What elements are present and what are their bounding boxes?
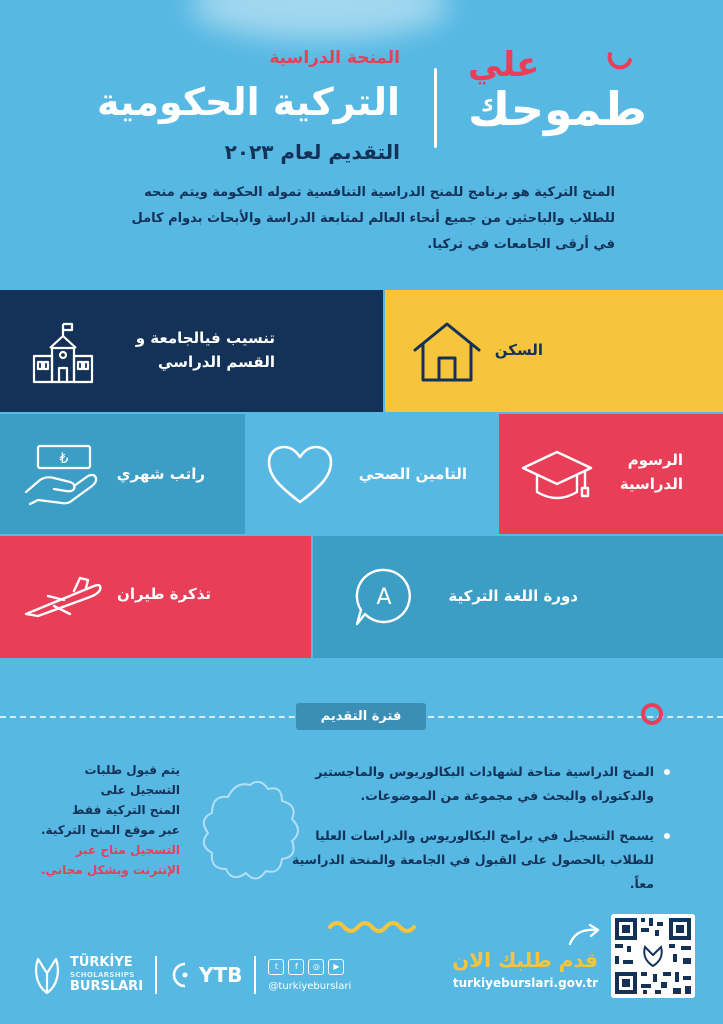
crescent-icon: [606, 42, 634, 70]
header-title: التركية الحكومية: [96, 80, 400, 124]
tile-housing-label: السكن: [494, 341, 543, 359]
tile-stipend: [0, 414, 245, 534]
slogan-small: علي: [468, 45, 540, 85]
tile-university: [0, 290, 383, 412]
qr-code-icon[interactable]: [611, 914, 695, 998]
svg-text:₺: ₺: [59, 451, 69, 467]
logo-mid: SCHOLARSHIPS: [70, 971, 135, 979]
tulip-logo-icon: [30, 953, 64, 997]
tile-health-label: التامين الصحي: [358, 465, 467, 483]
side-note-line: عبر موقع المنح التركية.: [40, 823, 180, 837]
side-note-line: يتم قبول طلبات: [84, 763, 180, 777]
wave-decoration: [328, 918, 420, 936]
turkiye-burslari-wordmark: [70, 957, 143, 993]
school-building-icon: [28, 318, 98, 388]
money-hand-icon: [22, 440, 102, 510]
tile-language: [313, 536, 723, 658]
svg-text:A: A: [376, 585, 392, 610]
tile-flight-label: تذكرة طيران: [117, 585, 211, 603]
side-note-line-red: التسجيل متاح عبر: [75, 843, 180, 857]
social-handle[interactable]: @turkiyeburslari: [268, 980, 352, 992]
instagram-icon[interactable]: ◎: [308, 959, 324, 975]
side-note-line: المنح التركية فقط: [71, 803, 180, 817]
flower-outline-decoration: [190, 775, 310, 895]
tile-tuition-label: الرسوم الدراسية: [619, 451, 683, 493]
side-note: [40, 760, 180, 880]
period-bullet: يسمح التسجيل في برامج البكالوريوس والدراسات العليا للطلاب بالحصول على القبول في الجامعة والمنحة الدراسية معاً.: [290, 824, 670, 896]
speech-bubble-a-icon: [353, 566, 415, 628]
tile-tuition: [499, 414, 723, 534]
side-note-line: التسجيل على: [100, 783, 180, 797]
twitter-icon[interactable]: t: [268, 959, 284, 975]
footer-divider: [155, 956, 157, 994]
intro-paragraph: المنح التركية هو برنامج للمنح الدراسية التنافسية تموله الحكومة ويتم منحه للطلاب والباحثين من جميع أنحاء العالم لمتابعة الدراسة والأبحاث بدوام كامل في أرقى الجامعات في تركيا.: [131, 185, 615, 252]
facebook-icon[interactable]: f: [288, 959, 304, 975]
footer-divider: [254, 956, 256, 994]
header-subtitle: المنحة الدراسية: [269, 48, 400, 68]
house-icon: [411, 320, 483, 386]
airplane-icon: [24, 574, 104, 622]
tile-university-label: تنسيب فيالجامعة و القسم الدراسي: [135, 329, 275, 371]
heart-icon: [265, 444, 335, 506]
cloud-decoration: [190, 0, 450, 40]
youtube-icon[interactable]: ▶: [328, 959, 344, 975]
apply-now-text[interactable]: قدم طلبك الان: [452, 948, 598, 972]
cta-block: [440, 948, 598, 990]
crescent-star-icon: [169, 960, 195, 990]
curved-arrow-icon: [566, 924, 606, 948]
header-divider: [434, 68, 437, 148]
tile-stipend-label: راتب شهري: [116, 465, 205, 483]
tile-language-label: دورة اللغة التركية: [448, 587, 578, 605]
tile-health: [247, 414, 497, 534]
tile-housing: [385, 290, 723, 412]
tile-flight: [0, 536, 311, 658]
social-icons: [268, 959, 351, 975]
period-bullet: المنح الدراسية متاحة لشهادات البكالوريوس والماجستير والدكتوراه والبحث في مجموعة من الموضوعات.: [290, 760, 670, 808]
application-period-badge: فترة التقديم: [296, 703, 426, 730]
graduation-cap-icon: [521, 448, 593, 508]
header-year: التقديم لعام ٢٠٢٣: [224, 140, 400, 164]
footer-logos: [30, 950, 351, 1000]
ring-decoration: [641, 703, 663, 725]
social-block: [268, 959, 351, 992]
side-note-line-red: الإنترنت وبشكل مجاني.: [40, 863, 180, 877]
ytb-logo: YTB: [199, 963, 243, 987]
logo-top: TÜRKİYE: [70, 955, 133, 970]
logo-bottom: BURSLARI: [70, 979, 144, 994]
slogan-big: طموحك: [468, 82, 647, 136]
period-bullets: [290, 760, 670, 912]
website-link[interactable]: turkiyeburslari.gov.tr: [452, 976, 598, 990]
